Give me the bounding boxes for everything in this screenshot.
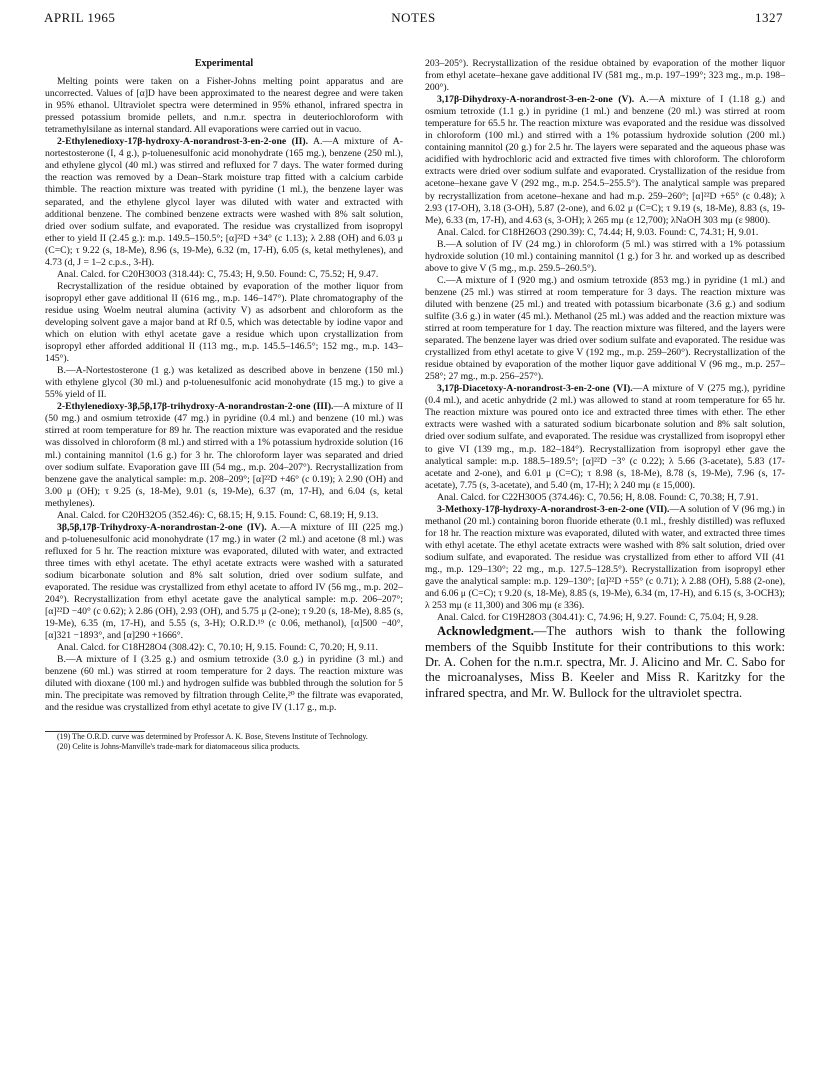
paragraph-text: A.—A mixture of A-nortestosterone (I, 4 g.), p-toluenesulfonic acid monohydrate (165 mg.), benzene (250 ml.), and ethylene glycol (40 ml.) was stirred and refluxed for 7 days. The water formed during the reaction was removed by a Dean–Stark moisture trap fitted with a calcium carbide thimble. The reaction mixture was treated with pyridine (1 ml.), the benzene layer was separated, and the ethylene glycol layer was diluted with water and extracted with additional benzene. The combined benzene extracts were washed with 8% salt solution, dried over sodium sulfate, and evaporated. The residue was crystallized from isopropyl ether to yield II (2.45 g.): m.p. 149.5–150.5°; [α]²²D +34° (c 1.13); λ 2.88 (OH) and 6.03 μ (C=C); τ 9.22 (s, 18-Me), 8.96 (s, 19-Me), 6.32 (m, 17-H), 6.05 (s, ketal methylenes), and 4.73 (d, J = 1–2 c.p.s., 3-H). <box>45 136 404 268</box>
paragraph-text: Anal. Calcd. for C18H28O4 (308.42): C, 70.10; H, 9.15. Found: C, 70.20; H, 9.11. <box>57 642 378 654</box>
paragraph <box>425 239 785 275</box>
paragraph-text: Anal. Calcd. for C22H30O5 (374.46): C, 70.56; H, 8.08. Found: C, 70.38; H, 7.91. <box>437 491 759 503</box>
paragraph <box>45 76 403 136</box>
compound-heading: 2-Ethylenedioxy-17β-hydroxy-A-norandrost-3-en-2-one (II). <box>57 136 309 148</box>
paragraph-text: —A solution of V (96 mg.) in methanol (20 ml.) containing boron fluoride etherate (0.1 ml., freshly distilled) was refluxed for 18 hr. The reaction mixture was evaporated, diluted with water, and extracted three times with ethyl acetate. The ethyl acetate extracts were washed with 8% salt solution, dried over sodium sulfate, and evaporated. The residue was crystallized from ether to afford VII (41 mg., m.p. 129–130°; 22 mg., m.p. 127.5–128.5°). Recrystallization from isopropyl ether gave the analytical sample: m.p. 129–130°; [α]²²D +55° (c 0.71); λ 2.88 (OH), 5.88 (2-one), and 6.06 μ (C=C); τ 9.20 (s, 18-Me), 8.85 (s, 19-Me), 6.34 (m, 17-H), and 6.15 (s, 3-OCH3); λ 253 mμ (ε 11,300) and 306 mμ (ε 336). <box>425 503 786 612</box>
left-column <box>45 58 403 752</box>
paragraph <box>45 642 403 654</box>
paragraph <box>45 654 403 714</box>
footnote: (19) The O.R.D. curve was determined by Professor A. K. Bose, Stevens Institute of Technology. <box>57 731 368 741</box>
acknowledgment-lead: Acknowledgment. <box>437 624 534 639</box>
compound-heading: 3-Methoxy-17β-hydroxy-A-norandrost-3-en-2-one (VII). <box>437 503 670 515</box>
page-number: 1327 <box>755 10 783 25</box>
paragraph-text: Anal. Calcd. for C20H30O3 (318.44): C, 75.43; H, 9.50. Found: C, 75.52; H, 9.47. <box>57 268 379 280</box>
paragraph <box>45 401 403 509</box>
paragraph-text: B.—A solution of IV (24 mg.) in chloroform (5 ml.) was stirred with a 1% potassium hydroxide solution (10 ml.) containing mannitol (1 g.) for 3 hr. and worked up as described above to give V (5 mg., m.p. 259.5–260.5°). <box>425 238 785 274</box>
paragraph <box>425 612 785 624</box>
paragraph-text: C.—A mixture of I (920 mg.) and osmium tetroxide (853 mg.) in pyridine (1 ml.) and benzene (25 ml.) was stirred at room temperature for 3 days. The reaction mixture was diluted with benzene (25 ml.) and treated with potassium bicarbonate (3.6 g.) and sodium sulfite (3.6 g.) in water (45 ml.). Methanol (25 ml.) was added and the reaction mixture was stirred at room temperature for 1 day. The reaction mixture was filtered, and the layers were separated. The benzene layer was dried over sodium sulfate and evaporated. The residue was crystallized from ethyl acetate to give V (192 mg., m.p. 259–260°). Recrystallization of the residue obtained by evaporation of the mother liquor gave additional V (96 mg., m.p. 257–258°; 27 mg., m.p. 256–257°). <box>425 274 785 383</box>
paragraph <box>425 504 785 612</box>
paragraph <box>425 492 785 504</box>
paragraph <box>425 275 785 383</box>
paragraph <box>425 383 785 491</box>
header-section: NOTES <box>391 10 436 25</box>
acknowledgment-text: —The authors wish to thank the following members of the Squibb Institute for their contributions to this work: Dr. A. Cohen for the n.m.r. spectra, Mr. J. Alicino and Mr. C. Sabo for the microanalyses, Miss B. Keeler and Miss R. Karitzky for the infrared spectra, and Mr. W. Bullock for the ultraviolet spectra. <box>425 624 785 700</box>
paragraph-text: B.—A mixture of I (3.25 g.) and osmium tetroxide (3.0 g.) in pyridine (3 ml.) and benzene (60 ml.) was stirred at room temperature for 2 days. The reaction mixture was diluted with dioxane (100 ml.) and hydrogen sulfide was bubbled through the solution for 5 min. The precipitate was removed by filtration through Celite,²⁰ the filtrate was evaporated, and the residue was crystallized from ethyl acetate to give IV (1.17 g., m.p. <box>45 654 403 714</box>
paragraph <box>425 94 785 227</box>
left-paragraphs <box>45 76 403 714</box>
compound-heading: 3,17β-Diacetoxy-A-norandrost-3-en-2-one (VI). <box>437 383 633 395</box>
paragraph-text: Recrystallization of the residue obtained by evaporation of the mother liquor from isopropyl ether gave additional II (616 mg., m.p. 146–147°). Plate chromatography of the residue using Woelm neutral alumina (activity V) as adsorbent and chloroform as the developing solvent gave a major band at Rf 0.5, which was detectable by iodine vapor and which on elution with ethyl acetate gave a residue which upon crystallization from isopropyl ether afforded additional II (113 mg., m.p. 145.5–146.5°; 152 mg., m.p. 143–145°). <box>45 280 403 365</box>
compound-heading: 3β,5β,17β-Trihydroxy-A-norandrostan-2-one (IV). <box>57 521 267 533</box>
footnotes <box>45 732 403 752</box>
header-date: APRIL 1965 <box>44 10 116 25</box>
paragraph <box>45 365 403 401</box>
paragraph-text: —A mixture of II (50 mg.) and osmium tetroxide (47 mg.) in pyridine (0.4 ml.) and benzene (10 ml.) was stirred at room temperature for 89 hr. The reaction mixture was evaporated and the residue was dissolved in chloroform (8 ml.) and stirred with a 1% potassium hydroxide solution (16 ml.) containing mannitol (1.6 g.) for 3 hr. The chloroform layer was separated and dried over sodium sulfate. Evaporation gave III (54 mg., m.p. 204–207°). Recrystallization from benzene gave the analytical sample: m.p. 208–209°; [α]²²D +46° (c 0.19); λ 2.90 (OH) and 3.00 μ (OH); τ 9.25 (s, 18-Me), 9.01 (s, 19-Me), 6.37 (m, 17-H), and 6.04 (s, ketal methylenes). <box>45 401 403 509</box>
paragraph <box>45 269 403 281</box>
running-header <box>44 10 783 28</box>
paragraph-text: Anal. Calcd. for C20H32O5 (352.46): C, 68.15; H, 9.15. Found: C, 68.19; H, 9.13. <box>57 509 379 521</box>
paragraph <box>45 510 403 522</box>
paragraph-text: B.—A-Nortestosterone (1 g.) was ketalized as described above in benzene (150 ml.) with ethylene glycol (30 ml.) and p-toluenesulfonic acid monohydrate (15 mg.) to give a 55% yield of II. <box>45 365 403 401</box>
paragraph <box>425 227 785 239</box>
paragraph-text: 203–205°). Recrystallization of the residue obtained by evaporation of the mother liquor from ethyl acetate–hexane gave additional IV (581 mg., m.p. 197–199°; 323 mg., m.p. 198–200°). <box>425 58 785 94</box>
paragraph-text: A.—A mixture of III (225 mg.) and p-toluenesulfonic acid monohydrate (17 mg.) in water (2 ml.) and acetone (8 ml.) was refluxed for 5 hr. The reaction mixture was evaporated, diluted with water, and extracted three times with ethyl acetate. The ethyl acetate extracts were washed with a saturated sodium bicarbonate solution and 8% salt solution, dried over sodium sulfate, and evaporated. The residue was crystallized from ethyl acetate to afford IV (56 mg., m.p. 202–204°). Recrystallization from ethyl acetate gave the analytical sample: m.p. 206–207°; [α]²²D −40° (c 0.62); λ 2.86 (OH), 2.93 (OH), and 5.75 μ (2-one); τ 9.20 (s, 18-Me), 8.85 (s, 19-Me), 6.35 (m, 17-H), and 5.55 (s, 3-H); O.R.D.¹⁹ (c 0.06, methanol), [α]500 −40°, [α]321 −1893°, and [α]290 +1666°. <box>45 521 403 642</box>
paragraph-text: —A mixture of V (275 mg.), pyridine (0.4 ml.), and acetic anhydride (2 ml.) was allowed to stand at room temperature for 65 hr. The reaction mixture was poured onto ice and extracted three times with ether. The ether extracts were washed with a saturated sodium bicarbonate solution and 8% salt solution, dried over sodium sulfate, and evaporated. The residue was crystallized from isopropyl ether to give VI (139 mg., m.p. 182–184°). Recrystallization from isopropyl ether gave the analytical sample: m.p. 188.5–189.5°; [α]²²D −3° (c 0.22); λ 5.66 (3-acetate), 5.83 (17-acetate and 2-one), and 6.01 μ (C=C); τ 8.98 (s, 18-Me), 8.78 (s, 19-Me), 7.96 (s, 17-acetate), 7.75 (s, 3-acetate), and 5.40 (m, 17-H); λ 240 mμ (ε 15,000). <box>425 383 785 491</box>
paragraph-text: Anal. Calcd. for C19H28O3 (304.41): C, 74.96; H, 9.27. Found: C, 75.04; H, 9.28. <box>437 612 759 624</box>
footnote: (20) Celite is Johns-Manville's trade-mark for diatomaceous silica products. <box>57 741 300 751</box>
right-paragraphs <box>425 58 785 624</box>
acknowledgment <box>425 624 785 701</box>
right-column <box>425 58 785 701</box>
paragraph-text: A.—A mixture of I (1.18 g.) and osmium tetroxide (1.1 g.) in pyridine (1 ml.) and benzene (20 ml.) was stirred at room temperature for 65.5 hr. The reaction mixture was evaporated and the residue was dissolved in chloroform (100 ml.) and stirred with a 1% potassium hydroxide solution (200 ml.) containing mannitol (20 g.) for 2.5 hr. The layers were separated and the aqueous phase was acidified with hydrochloric acid and extracted five times with chloroform. The chloroform extracts were dried over sodium sulfate and evaporated. Crystallization of the residue from acetone–hexane gave V (292 mg., m.p. 254.5–255.5°). The analytical sample was prepared by recrystallization from acetone–hexane and had m.p. 259–260°; [α]²²D +65° (c 0.48); λ 2.93 (17-OH), 3.18 (3-OH), 5.87 (2-one), and 6.02 μ (C=C); τ 9.19 (s, 18-Me), 8.83 (s, 19-Me), 6.33 (m, 17-H), and 4.63 (s, 3-OH); λ 265 mμ (ε 12,700); λNaOH 303 mμ (ε 9800). <box>425 94 785 226</box>
section-title: Experimental <box>194 58 254 69</box>
paragraph <box>425 58 785 94</box>
paragraph <box>45 281 403 365</box>
compound-heading: 3,17β-Dihydroxy-A-norandrost-3-en-2-one (V). <box>437 94 635 106</box>
compound-heading: 2-Ethylenedioxy-3β,5β,17β-trihydroxy-A-norandrostan-2-one (III). <box>57 401 334 413</box>
paragraph-text: Melting points were taken on a Fisher-Johns melting point apparatus and are uncorrected. Values of [α]D have been approximated to the nearest degree and were taken in 95% ethanol. Ultraviolet spectra were determined in 95% ethanol, infrared spectra in pressed potassium bromide pellets, and n.m.r. spectra in deuteriochloroform with tetramethylsilane as internal standard. All evaporations were carried out in vacuo. <box>45 76 403 136</box>
paragraph-text: Anal. Calcd. for C18H26O3 (290.39): C, 74.44; H, 9.03. Found: C, 74.31; H, 9.01. <box>437 226 759 238</box>
paragraph <box>45 522 403 642</box>
paragraph <box>45 136 403 269</box>
